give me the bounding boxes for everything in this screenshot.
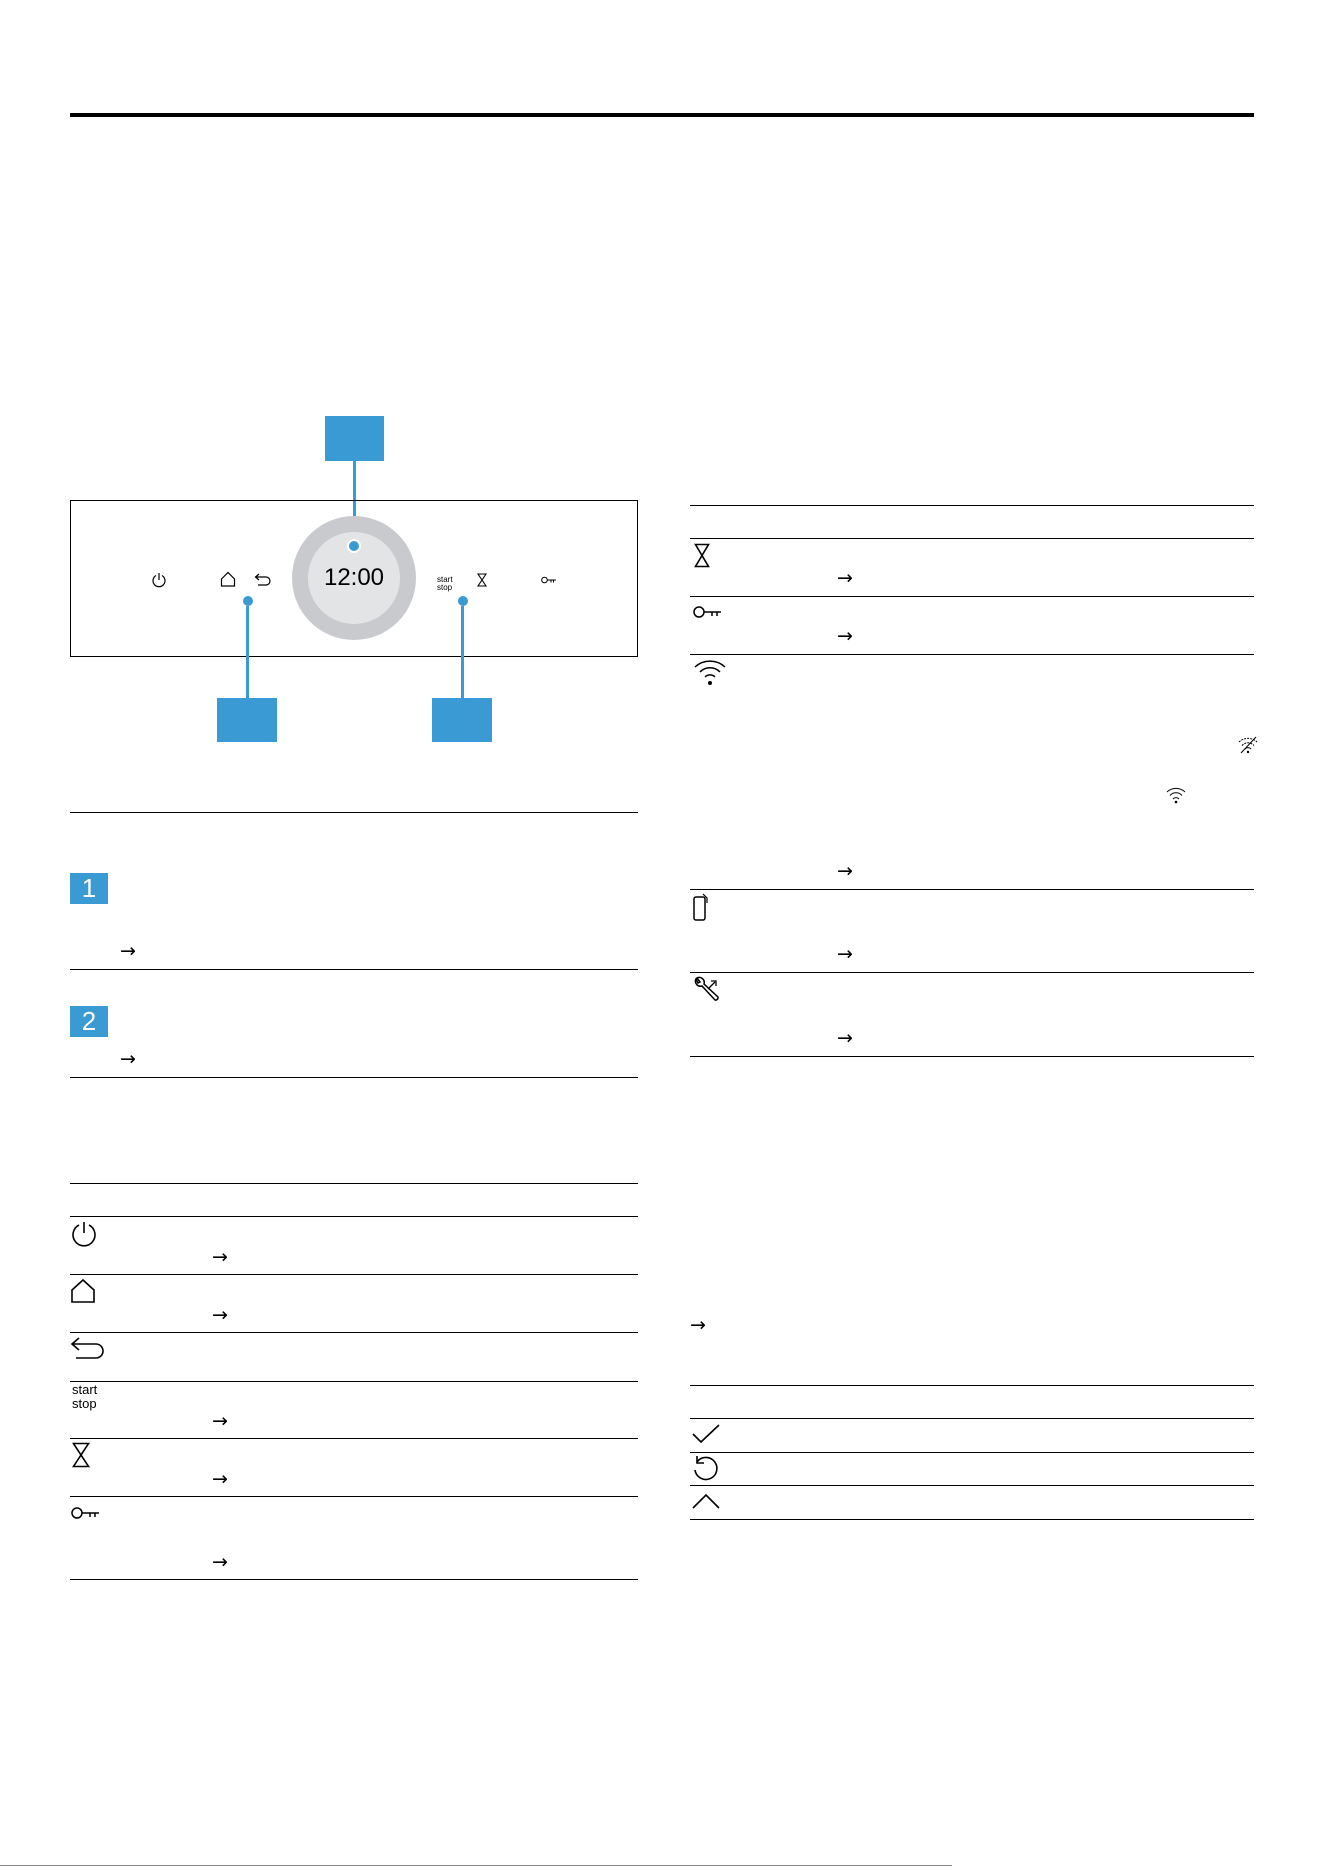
header-rule (70, 113, 1254, 117)
wifi-icon (1166, 786, 1186, 804)
callout-box-right (432, 698, 492, 742)
arrow-right-icon: → (837, 943, 853, 965)
table-rule (690, 889, 1254, 890)
table-rule (690, 1452, 1254, 1453)
wifi-off-icon (1238, 736, 1258, 754)
back-icon[interactable] (254, 572, 272, 588)
arrow-right-icon: → (837, 860, 853, 882)
table-rule (70, 1332, 638, 1333)
arrow-right-icon: → (837, 567, 853, 589)
timer-icon (72, 1442, 90, 1468)
chevron-up-icon (691, 1492, 721, 1510)
stop-label: stop (437, 583, 453, 592)
table-rule (690, 505, 1254, 506)
home-icon[interactable] (220, 571, 236, 587)
table-rule (690, 538, 1254, 539)
table-rule (690, 654, 1254, 655)
key-icon (693, 604, 723, 620)
table-rule (690, 1485, 1254, 1486)
arrow-right-icon: → (212, 1304, 228, 1326)
arrow-right-icon: → (212, 1551, 228, 1573)
callout-line-left (246, 606, 249, 698)
start-stop-button[interactable] (437, 576, 453, 592)
table-rule (70, 1077, 638, 1078)
home-icon (70, 1278, 96, 1304)
table-rule (690, 972, 1254, 973)
callout-box-left (217, 698, 277, 742)
arrow-right-icon: → (120, 940, 136, 962)
table-rule (70, 1438, 638, 1439)
start-stop-label (72, 1383, 97, 1411)
table-rule (70, 1579, 638, 1580)
callout-box-display (325, 416, 384, 461)
check-icon (691, 1423, 721, 1445)
table-rule (70, 1496, 638, 1497)
key-icon (71, 1505, 101, 1521)
arrow-right-icon: → (690, 1314, 706, 1336)
table-rule (70, 812, 638, 813)
start-label: start (437, 575, 453, 584)
table-rule (690, 1056, 1254, 1057)
phone-icon (693, 893, 709, 921)
arrow-right-icon: → (120, 1048, 136, 1070)
key-icon[interactable] (541, 575, 557, 585)
timer-icon (694, 543, 710, 568)
callout-line-right (461, 606, 464, 698)
table-rule (690, 1418, 1254, 1419)
arrow-right-icon: → (837, 1027, 853, 1049)
arrow-right-icon: → (212, 1468, 228, 1490)
footer-rule (0, 1865, 952, 1866)
table-rule (70, 969, 638, 970)
wifi-icon (693, 658, 727, 686)
callout-dot-display (347, 539, 361, 553)
reset-icon (691, 1455, 721, 1483)
stop-label: stop (72, 1396, 97, 1411)
back-icon (70, 1336, 106, 1362)
table-rule (690, 596, 1254, 597)
badge-2: 2 (70, 1006, 108, 1037)
table-rule (70, 1381, 638, 1382)
table-rule (690, 1519, 1254, 1520)
badge-1: 1 (70, 873, 108, 904)
arrow-right-icon: → (212, 1410, 228, 1432)
timer-icon[interactable] (477, 573, 487, 587)
table-rule (690, 1385, 1254, 1386)
start-label: start (72, 1382, 98, 1397)
clock-display-time: 12:00 (323, 564, 385, 591)
wrench-icon (693, 976, 721, 1004)
arrow-right-icon: → (837, 625, 853, 647)
table-rule (70, 1216, 638, 1217)
table-rule (70, 1274, 638, 1275)
arrow-right-icon: → (212, 1246, 228, 1268)
power-icon[interactable] (151, 572, 167, 588)
table-rule (70, 1183, 638, 1184)
power-icon (70, 1220, 98, 1248)
